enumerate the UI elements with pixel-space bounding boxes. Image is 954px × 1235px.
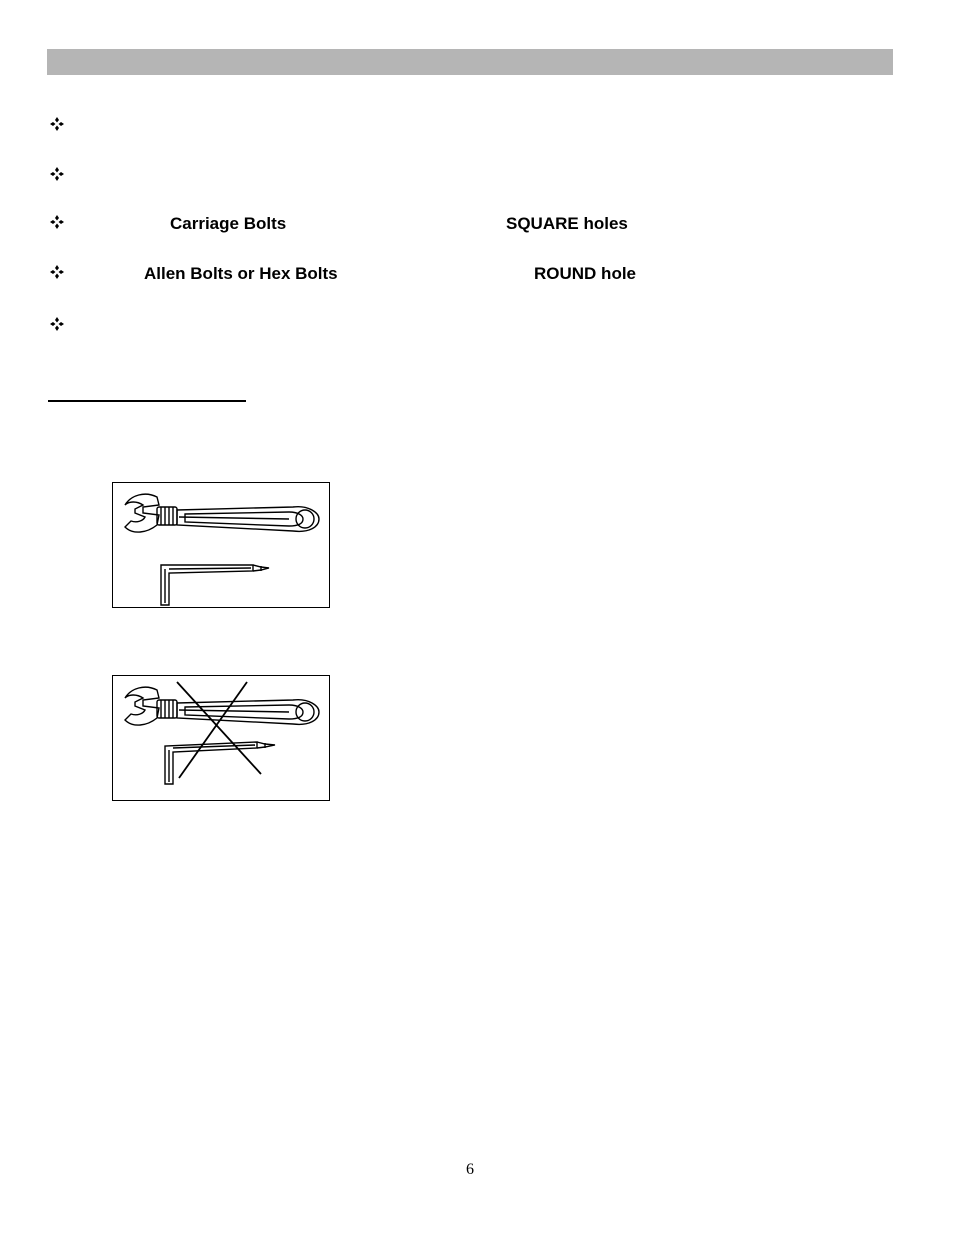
diamond-bullet-icon [50,167,64,181]
round-hole-label: ROUND hole [534,264,636,283]
wrench-and-allen-key-icon [113,483,331,609]
crossed-out-wrench-and-allen-key-icon [113,676,331,802]
diamond-bullet-icon [50,317,64,331]
diamond-bullet-icon [50,265,64,279]
diamond-bullet-icon [50,117,64,131]
diamond-bullet-icon [50,215,64,229]
carriage-bolts-label: Carriage Bolts [170,214,287,233]
bullet-item-2 [50,165,890,187]
bullet-item-4 [50,263,890,285]
allen-hex-bolts-label: Allen Bolts or Hex Bolts [144,264,338,283]
section-heading-underline [48,400,246,402]
page-number: 6 [466,1161,474,1178]
section-header-bar [47,49,893,75]
square-holes-label: SQUARE holes [506,214,628,233]
tools-illustration-correct [112,482,330,608]
bullet-item-5 [50,315,890,337]
bullet-item-1 [50,115,890,137]
tools-illustration-incorrect [112,675,330,801]
bullet-item-3 [50,213,890,235]
